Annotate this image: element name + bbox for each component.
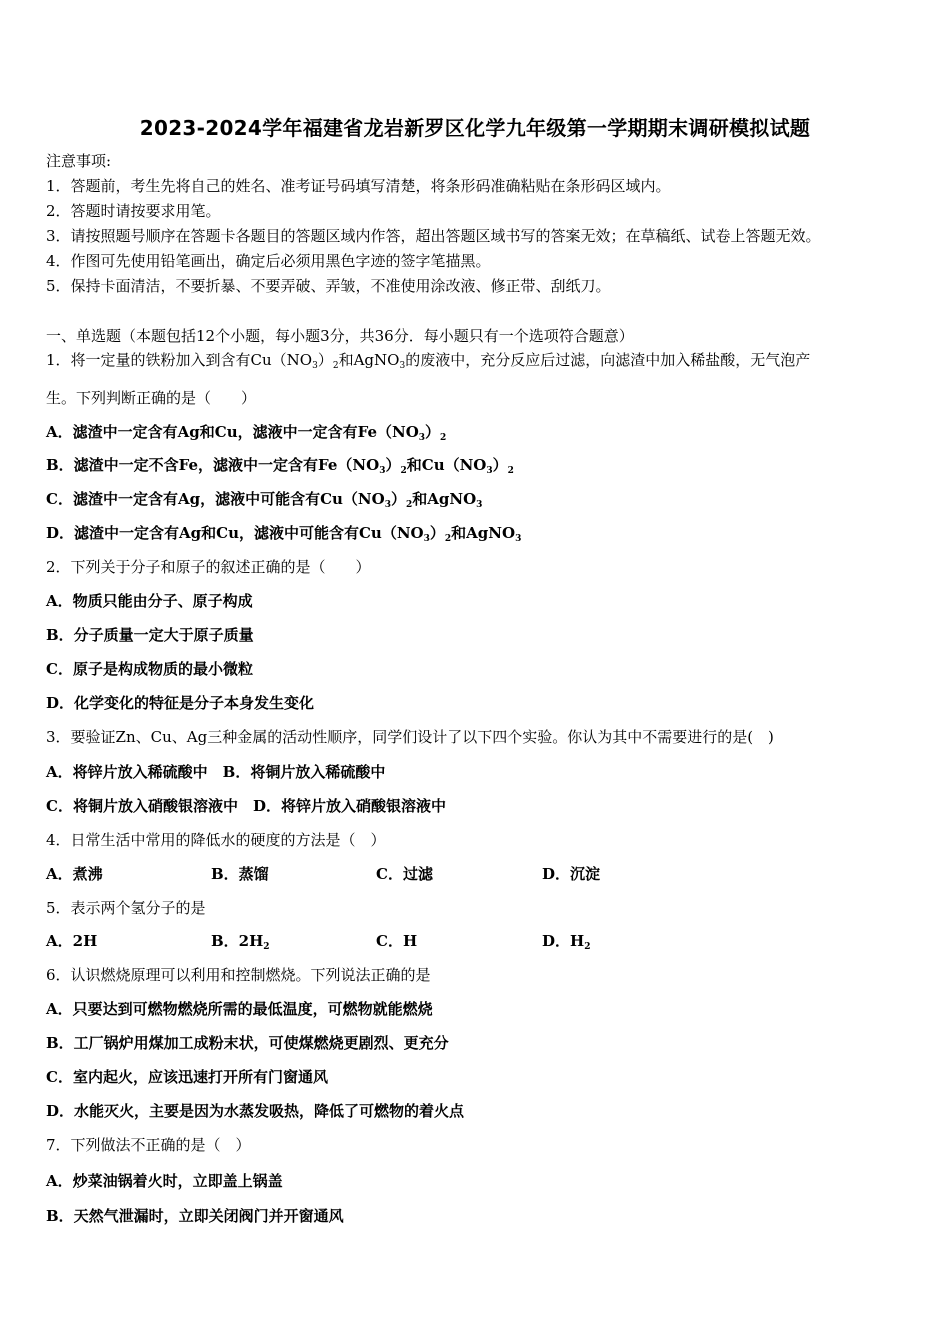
- notice-item-4: 4．作图可先使用铅笔画出，确定后必须用黑色字迹的签字笔描黑。: [46, 252, 491, 270]
- question-6-option-d: D．水能灭火，主要是因为水蒸发吸热，降低了可燃物的着火点: [46, 1102, 465, 1120]
- notice-item-3: 3．请按照题号顺序在答题卡各题目的答题区域内作答，超出答题区域书写的答案无效；在草稿纸、试卷上答题无效。: [46, 227, 821, 245]
- question-1-option-d: D．滤渣中一定含有Ag和Cu，滤液中可能含有$Cu(NO_3)_2$和AgNO$_3$: [46, 524, 522, 544]
- question-1-stem: 1．将一定量的铁粉加入到含有$Cu(NO_3)_2$和AgNO$_3$的废液中，充分反应后过滤，向滤渣中加入稀盐酸，无气泡产: [46, 351, 811, 371]
- question-2-option-c: C．原子是构成物质的最小微粒: [46, 660, 253, 678]
- question-2-option-a: A．物质只能由分子、原子构成: [46, 592, 253, 610]
- question-6-option-c: C．室内起火，应该迅速打开所有门窗通风: [46, 1068, 328, 1086]
- notice-item-1: 1．答题前，考生先将自己的姓名、准考证号码填写清楚，将条形码准确粘贴在条形码区域内。: [46, 177, 671, 195]
- section-heading: 一、单选题（本题包括12个小题，每小题3分，共36分．每小题只有一个选项符合题意）: [46, 327, 634, 345]
- question-5-stem: 5．表示两个氢分子的是: [46, 899, 206, 917]
- question-3-stem: 3．要验证Zn、Cu、Ag三种金属的活动性顺序，同学们设计了以下四个实验。你认为其中不需要进行的是( ): [46, 728, 774, 746]
- question-4-option-a: A．煮沸: [46, 865, 103, 883]
- question-6-option-b: B．工厂锅炉用煤加工成粉末状，可使煤燃烧更剧烈、更充分: [46, 1034, 449, 1052]
- question-1-stem-line2: 生。下列判断正确的是（ ）: [46, 389, 257, 407]
- question-1-option-a: A．滤渣中一定含有Ag和Cu，滤液中一定含有$Fe(NO_3)_2$: [46, 423, 447, 443]
- notice-item-2: 2．答题时请按要求用笔。: [46, 202, 221, 220]
- question-2-option-d: D．化学变化的特征是分子本身发生变化: [46, 694, 315, 712]
- page-title: 2023-2024学年福建省龙岩新罗区化学九年级第一学期期末调研模拟试题: [139, 116, 811, 140]
- question-3-options-ab: A．将锌片放入稀硫酸中 B．将铜片放入稀硫酸中: [46, 763, 386, 781]
- question-1-option-c: C．滤渣中一定含有Ag，滤液中可能含有$Cu(NO_3)_2$和AgNO$_3$: [46, 490, 483, 510]
- question-5-option-b: B．$2H_2$: [211, 932, 270, 952]
- question-4-option-c: C．过滤: [376, 865, 433, 883]
- notice-item-5: 5．保持卡面清洁，不要折暴、不要弄破、弄皱，不准使用涂改液、修正带、刮纸刀。: [46, 277, 611, 295]
- question-1-option-b: B．滤渣中一定不含Fe，滤液中一定含有$Fe(NO_3)_2$和$Cu(NO_3)_2$: [46, 456, 514, 476]
- question-2-stem: 2．下列关于分子和原子的叙述正确的是（ ）: [46, 558, 371, 576]
- question-7-option-a: A．炒菜油锅着火时，立即盖上锅盖: [46, 1172, 283, 1190]
- question-3-options-cd: C．将铜片放入硝酸银溶液中 D．将锌片放入硝酸银溶液中: [46, 797, 446, 815]
- question-7-option-b: B．天然气泄漏时，立即关闭阀门并开窗通风: [46, 1207, 344, 1225]
- notice-heading: 注意事项:: [46, 152, 112, 170]
- question-6-stem: 6．认识燃烧原理可以利用和控制燃烧。下列说法正确的是: [46, 966, 431, 984]
- question-4-option-b: B．蒸馏: [211, 865, 269, 883]
- question-5-option-c: C．H: [376, 932, 418, 950]
- question-2-option-b: B．分子质量一定大于原子质量: [46, 626, 254, 644]
- question-5-option-d: D．$H_2$: [542, 932, 591, 952]
- question-4-option-d: D．沉淀: [542, 865, 601, 883]
- question-7-stem: 7．下列做法不正确的是（ ）: [46, 1136, 251, 1154]
- question-5-option-a: A．2H: [46, 932, 98, 950]
- question-6-option-a: A．只要达到可燃物燃烧所需的最低温度，可燃物就能燃烧: [46, 1000, 433, 1018]
- question-4-stem: 4．日常生活中常用的降低水的硬度的方法是（ ）: [46, 831, 386, 849]
